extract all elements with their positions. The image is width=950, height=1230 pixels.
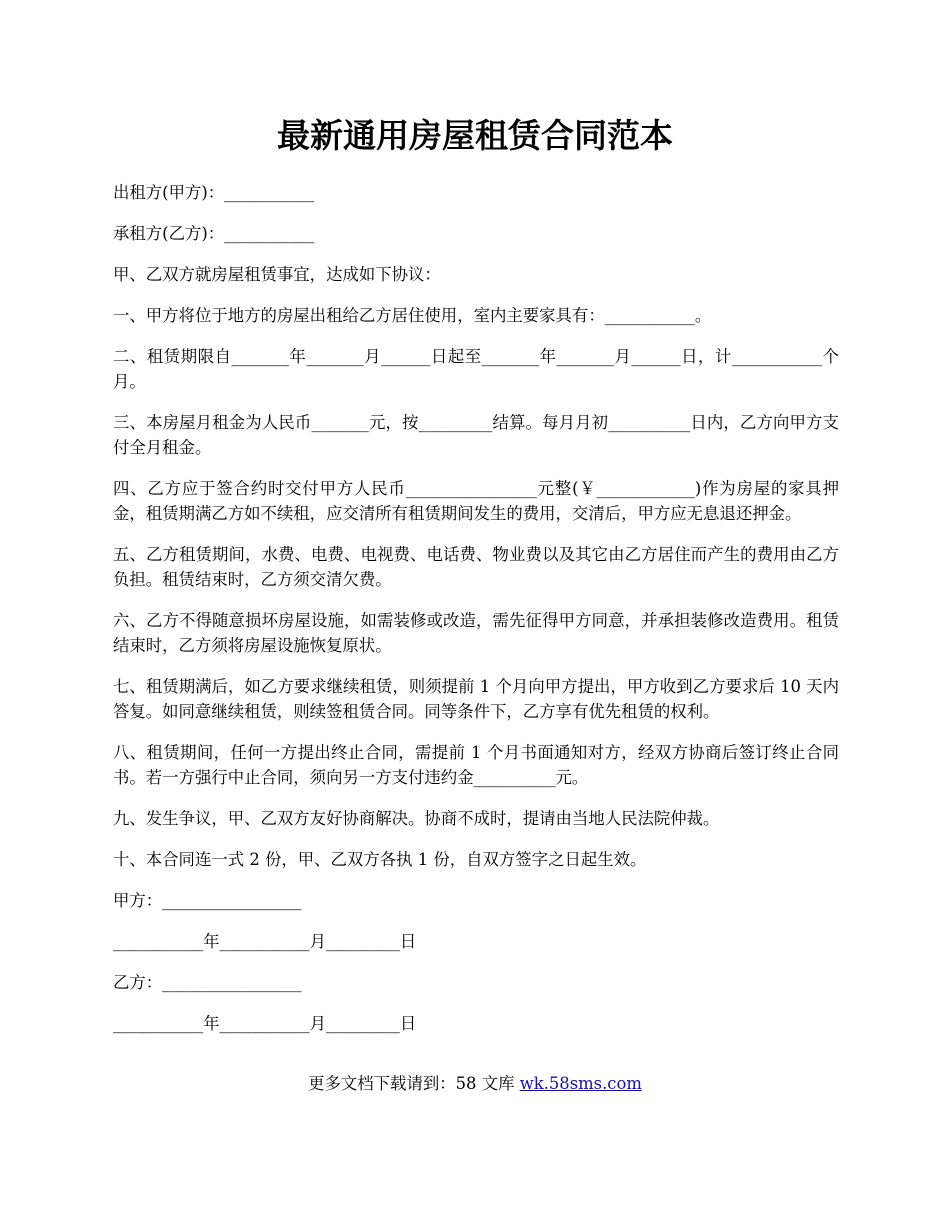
document-title: 最新通用房屋租赁合同范本 <box>277 116 673 155</box>
party-a-line: 出租方(甲方)：___________ <box>113 183 315 202</box>
footer-link[interactable]: wk.58sms.com <box>519 1074 642 1093</box>
party-b-date: ___________年___________月_________日 <box>113 1014 417 1033</box>
party-b-line: 承租方(乙方)：___________ <box>113 224 315 243</box>
party-b-signature: 乙方：_________________ <box>113 973 302 992</box>
clause-6: 六、乙方不得随意损坏房屋设施，如需装修或改造，需先征得甲方同意，并承担装修改造费用。租赁结束时，乙方须将房屋设施恢复原状。 <box>113 611 839 655</box>
clause-5: 五、乙方租赁期间，水费、电费、电视费、电话费、物业费以及其它由乙方居住而产生的费用由乙方负担。租赁结束时，乙方须交清欠费。 <box>113 545 839 589</box>
clause-1: 一、甲方将位于地方的房屋出租给乙方居住使用，室内主要家具有：___________。 <box>113 306 712 325</box>
clause-8: 八、租赁期间，任何一方提出终止合同，需提前 1 个月书面通知对方，经双方协商后签订终止合同书。若一方强行中止合同，须向另一方支付违约金__________元。 <box>113 743 839 787</box>
agreement-intro: 甲、乙双方就房屋租赁事宜，达成如下协议： <box>113 265 441 284</box>
clause-4: 四、乙方应于签合约时交付甲方人民币________________元整(￥____________)作为房屋的家具押金，租赁期满乙方如不续租，应交清所有租赁期间发生的费用，交清后，甲方应无息退还押金。 <box>113 479 839 523</box>
party-a-date: ___________年___________月_________日 <box>113 932 417 951</box>
clause-3: 三、本房屋月租金为人民币_______元，按_________结算。每月月初__________日内，乙方向甲方支付全月租金。 <box>113 413 839 457</box>
clause-10: 十、本合同连一式 2 份，甲、乙双方各执 1 份，自双方签字之日起生效。 <box>113 850 647 869</box>
clause-2: 二、租赁期限自_______年_______月______日起至_______年_______月______日，计___________个月。 <box>113 347 839 391</box>
party-a-signature: 甲方：_________________ <box>113 891 302 910</box>
contract-body <box>113 180 839 1052</box>
clause-9: 九、发生争议，甲、乙双方友好协商解决。协商不成时，提请由当地人民法院仲裁。 <box>113 809 720 828</box>
clause-7: 七、租赁期满后，如乙方要求继续租赁，则须提前 1 个月向甲方提出，甲方收到乙方要求后 10 天内答复。如同意继续租赁，则续签租赁合同。同等条件下，乙方享有优先租赁的权利。 <box>113 677 839 721</box>
footer-text: 更多文档下载请到：58 文库 <box>308 1074 520 1093</box>
download-footer <box>0 1071 950 1096</box>
